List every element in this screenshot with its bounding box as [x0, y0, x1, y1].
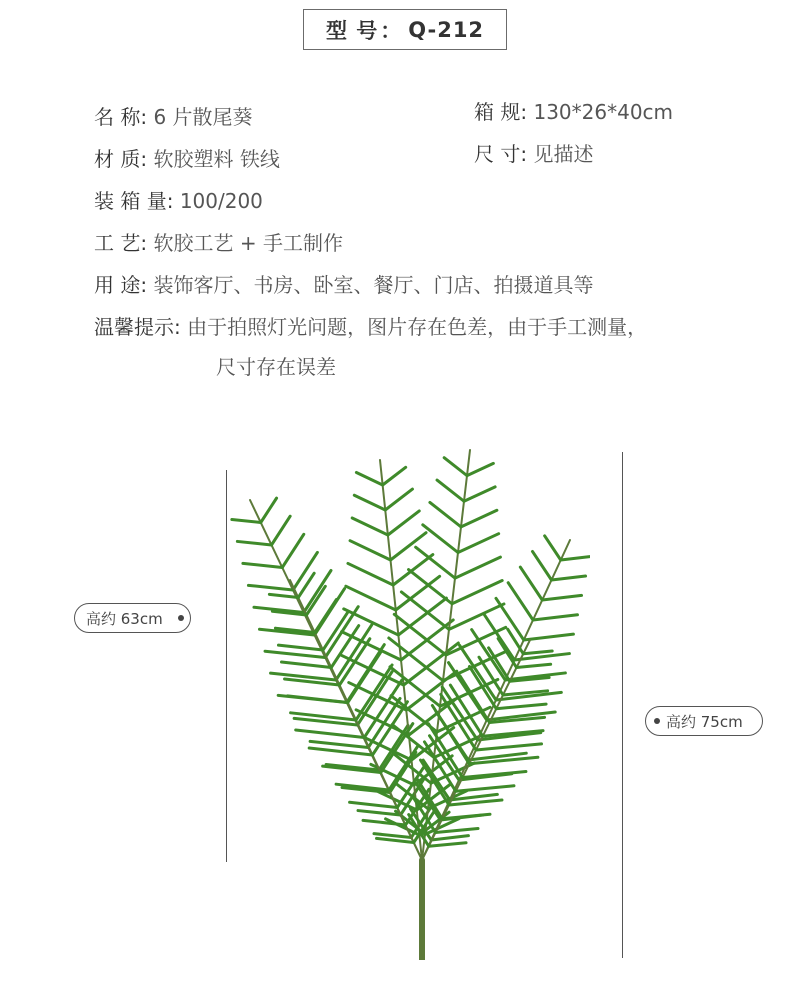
- model-number-box: [303, 9, 507, 50]
- leaflet: [237, 541, 271, 545]
- leaflet: [452, 581, 502, 604]
- leaflet: [458, 534, 499, 553]
- spec-name: [94, 103, 253, 131]
- spec-craft: [94, 229, 343, 257]
- leaflet: [496, 704, 546, 709]
- spec-quantity-value: 100/200: [179, 189, 263, 213]
- leaflet: [265, 651, 325, 657]
- right-height-text: 高约 75cm: [666, 712, 743, 731]
- palm-plant-image: [230, 440, 590, 960]
- leaflet: [517, 664, 551, 667]
- leaflet: [307, 586, 326, 615]
- leaflet: [455, 557, 500, 578]
- spec-box-value: 130*26*40cm: [533, 100, 674, 124]
- leaflet: [363, 820, 405, 825]
- leaflet: [552, 576, 586, 580]
- leaflet: [348, 563, 393, 585]
- spec-material-label: 材 质:: [94, 147, 148, 171]
- right-height-dot-icon: [654, 718, 660, 724]
- leaflet: [310, 741, 368, 747]
- spec-usage: [94, 271, 593, 299]
- spec-box-label: 箱 规:: [474, 100, 528, 124]
- spec-quantity: [94, 187, 263, 215]
- leaflet: [281, 662, 331, 667]
- leaflet: [356, 665, 392, 720]
- leaflet: [441, 694, 476, 750]
- spec-size-value: 见描述: [533, 142, 594, 166]
- leaflet: [304, 571, 331, 613]
- spec-size-label: 尺 寸:: [474, 142, 528, 166]
- leaflet: [533, 615, 577, 620]
- leaflet: [524, 634, 574, 640]
- spec-box: [474, 98, 673, 126]
- leaflet: [449, 800, 502, 805]
- leaflet: [429, 843, 466, 847]
- model-label: 型 号: [325, 18, 379, 43]
- leaflet: [388, 511, 419, 535]
- leaflet: [409, 570, 452, 604]
- leaflet: [393, 555, 433, 585]
- leaflet: [508, 583, 533, 620]
- leaflet: [456, 786, 514, 791]
- leaflet: [243, 563, 282, 567]
- leaflet: [288, 696, 348, 703]
- leaflet: [346, 586, 396, 610]
- leaflet: [374, 834, 411, 838]
- leaflet: [344, 609, 399, 635]
- model-colon: ：: [380, 18, 403, 43]
- leaflet: [232, 519, 261, 522]
- leaflet: [467, 463, 493, 475]
- leaflet: [354, 495, 385, 510]
- leaflet: [523, 651, 552, 654]
- left-height-text: 高约 63cm: [86, 609, 163, 628]
- leaflet: [461, 510, 497, 527]
- leaflet: [449, 604, 504, 629]
- leaflet: [423, 525, 458, 553]
- leaflet: [278, 645, 323, 650]
- leaflet: [272, 516, 291, 545]
- leaflet: [561, 557, 590, 560]
- left-height-line: [226, 470, 227, 862]
- leaflet: [385, 489, 412, 510]
- model-value: Q-212: [408, 17, 485, 42]
- leaflet: [271, 673, 336, 680]
- spec-note-line1: 由于拍照灯光问题，图片存在色差，由于手工测量，: [187, 315, 648, 339]
- leaflet: [508, 629, 524, 654]
- spec-size: [474, 140, 593, 168]
- leaflet: [296, 730, 365, 738]
- spec-craft-value: 软胶工艺 + 手工制作: [153, 231, 343, 255]
- leaflet: [373, 702, 408, 755]
- spec-quantity-label: 装 箱 量:: [94, 189, 174, 213]
- spec-usage-value: 装饰客厅、书房、卧室、餐厅、门店、拍摄道具等: [153, 273, 594, 297]
- leaflet: [430, 502, 461, 526]
- leaflet: [542, 595, 581, 600]
- leaflet: [261, 498, 277, 522]
- spec-name-value: 6 片散尾葵: [153, 105, 253, 129]
- leaflet: [532, 551, 551, 580]
- leaflet: [436, 829, 479, 833]
- left-height-badge: [74, 603, 191, 633]
- spec-material: [94, 145, 280, 173]
- leaflet: [431, 836, 468, 840]
- right-height-badge: [645, 706, 763, 736]
- leaflet: [464, 487, 495, 501]
- leaflet: [269, 594, 298, 597]
- leaflet: [377, 838, 414, 842]
- right-height-line: [622, 452, 623, 958]
- leaflet: [350, 802, 398, 807]
- leaflet: [282, 534, 304, 567]
- leaflet: [350, 541, 390, 560]
- leaflet: [437, 480, 464, 501]
- leaflet: [356, 472, 382, 485]
- leaflet: [309, 748, 372, 755]
- leaflet: [520, 567, 542, 600]
- leaflet: [444, 458, 467, 476]
- leaflet: [383, 467, 406, 485]
- leaflet: [352, 518, 388, 535]
- spec-note: [94, 313, 647, 341]
- leaflet: [248, 585, 293, 590]
- spec-note-label: 温馨提示:: [94, 315, 181, 339]
- spec-usage-label: 用 途:: [94, 273, 148, 297]
- leaflet: [391, 533, 427, 560]
- left-height-dot-icon: [178, 615, 184, 621]
- spec-note-line2: 尺寸存在误差: [216, 355, 336, 379]
- spec-material-value: 软胶塑料 铁线: [153, 147, 280, 171]
- leaflet: [315, 599, 337, 632]
- leaflet: [476, 744, 542, 750]
- spec-name-label: 名 称:: [94, 105, 148, 129]
- leaflet: [545, 536, 561, 560]
- spec-craft-label: 工 艺:: [94, 231, 148, 255]
